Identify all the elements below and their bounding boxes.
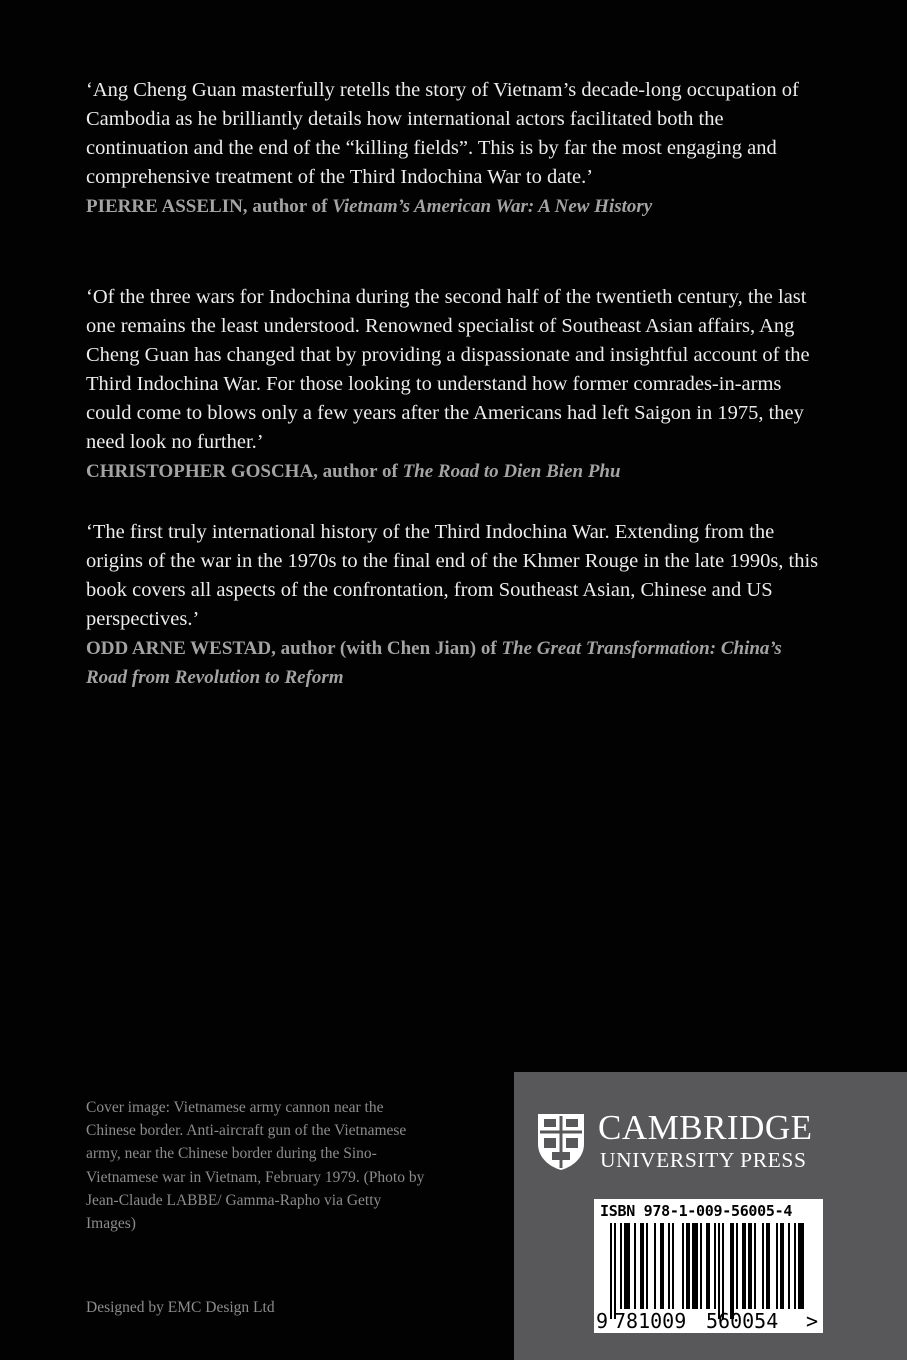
barcode-bar [660,1223,664,1309]
barcode-bar [700,1223,702,1309]
barcode-bar [614,1223,616,1319]
barcode-bar [620,1223,622,1309]
barcode-bar [766,1223,770,1309]
barcode-bar [722,1223,724,1319]
publisher-subname: UNIVERSITY PRESS [600,1148,807,1172]
barcode-bar [610,1223,612,1319]
barcode-bar [682,1223,684,1309]
reviewer-work: The Great Transformation: China’s Road from Revolution to Reform [86,638,782,688]
barcode-digit-lead: 9 [596,1309,609,1333]
barcode-digit-end: > [806,1309,819,1333]
barcode-digit-left: 781009 [614,1309,687,1333]
reviewer-work: Vietnam’s American War: A New History [332,196,653,217]
barcode-bar [730,1223,734,1319]
isbn-label: ISBN 978-1-009-56005-4 [600,1202,793,1220]
reviewer-credit: author of [322,461,398,482]
barcode-bar [634,1223,636,1309]
barcode-bar [668,1223,670,1309]
reviewer-credit: author (with Chen Jian) of [280,638,497,659]
barcode-bar [718,1223,720,1319]
barcode-bar [640,1223,644,1309]
barcode-bar [798,1223,804,1309]
review-attribution [86,192,821,221]
cambridge-shield-icon [536,1112,586,1172]
barcode-bar [646,1223,648,1309]
publisher-name: CAMBRIDGE [598,1108,813,1147]
designer-credit: Designed by EMC Design Ltd [86,1299,275,1316]
barcode-bar [736,1223,738,1309]
barcode-bar [672,1223,674,1309]
barcode-bar [748,1223,752,1309]
barcode-bar [714,1223,716,1309]
reviewer-work: The Road to Dien Bien Phu [402,461,621,482]
barcode-bar [794,1223,796,1309]
barcode-bar [706,1223,710,1309]
isbn-barcode [594,1199,823,1333]
review-quote: ‘Ang Cheng Guan masterfully retells the story of Vietnam’s decade-long occupation of Cambodia as he brilliantly details how international actors facilitated both the continuation and the end of the “killing fields”. This is by far the most engaging and comprehensive treatment of the Third Indochina War to date.’ [86,79,799,188]
barcode-digit-right: 560054 [706,1309,779,1333]
review-2 [86,283,821,486]
publisher-panel [514,1072,907,1360]
barcode-bar [754,1223,756,1309]
barcode-bar [624,1223,630,1309]
reviewer-credit: author of [252,196,328,217]
reviewer-name: PIERRE ASSELIN, [86,196,248,217]
reviewer-name: ODD ARNE WESTAD, [86,638,276,659]
reviewer-name: CHRISTOPHER GOSCHA, [86,461,318,482]
review-quote: ‘The first truly international history of the Third Indochina War. Extending from the origins of the war in the 1970s to the final end of the Khmer Rouge in the late 1990s, this book covers all aspects of the confrontation, from Southeast Asian, Chinese and US perspectives.’ [86,521,819,630]
barcode-bar [762,1223,764,1309]
barcode-bar [788,1223,790,1309]
barcode-bar [776,1223,778,1309]
barcode-bar [686,1223,690,1309]
review-quote: ‘Of the three wars for Indochina during the second half of the twentieth century, the last one remains the least understood. Renowned specialist of Southeast Asian affairs, Ang Cheng Guan has changed that by providing a dispassionate and insightful account of the Third Indochina War. For those looking to understand how former comrades-in-arms could come to blows only a few years after the Americans had left Saigon in 1975, they need look no further.’ [86,286,810,453]
review-attribution [86,457,821,486]
cover-image-credit: Cover image: Vietnamese army cannon near the Chinese border. Anti-aircraft gun of the Vietnamese army, near the Chinese border during the Sino-Vietnamese war in Vietnam, February 1979. (Photo by Jean-Claude LABBE/ Gamma-Rapho via Getty Images) [86,1099,425,1233]
barcode-bar [742,1223,746,1309]
review-3 [86,518,821,692]
barcode-bar [654,1223,656,1309]
barcode-bar [692,1223,698,1309]
review-attribution [86,634,821,692]
barcode-bar [780,1223,784,1309]
review-1 [86,76,821,221]
